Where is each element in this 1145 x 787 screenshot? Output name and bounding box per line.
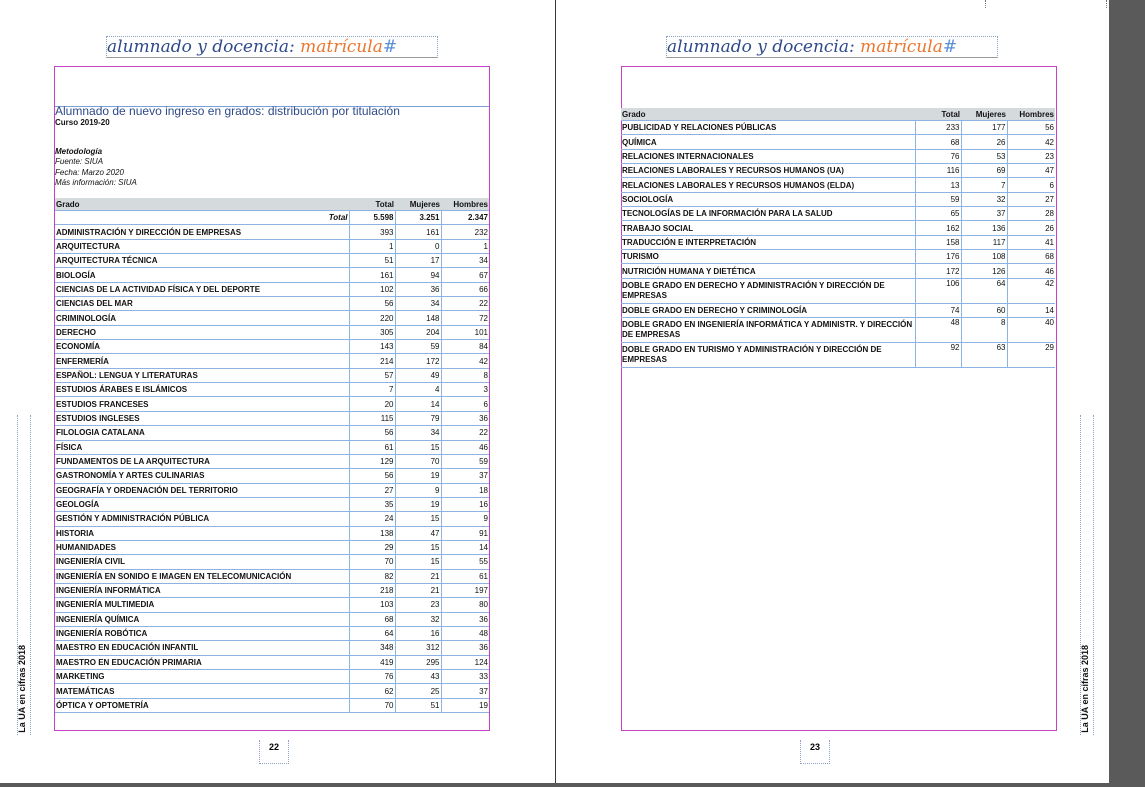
- mujeres-cell: 108: [961, 250, 1007, 264]
- grado-cell: GESTIÓN Y ADMINISTRACIÓN PÚBLICA: [55, 512, 349, 526]
- hombres-cell: 40: [1007, 318, 1055, 343]
- table-row: [55, 411, 489, 425]
- total-cell: 7: [349, 383, 395, 397]
- hombres-cell: 61: [441, 569, 489, 583]
- mujeres-cell: 172: [395, 354, 441, 368]
- total-cell: 56: [349, 297, 395, 311]
- mujeres-cell: 21: [395, 583, 441, 597]
- hombres-cell: 14: [1007, 303, 1055, 317]
- mujeres-cell: 34: [395, 426, 441, 440]
- grado-cell: FÍSICA: [55, 440, 349, 454]
- table-row: [55, 583, 489, 597]
- table-row: [55, 225, 489, 239]
- grado-cell: ESTUDIOS FRANCESES: [55, 397, 349, 411]
- header-prefix: alumnado y docencia:: [667, 37, 861, 57]
- total-cell: 393: [349, 225, 395, 239]
- hombres-cell: 6: [1007, 178, 1055, 192]
- mujeres-cell: 47: [395, 526, 441, 540]
- hombres-cell: 33: [441, 670, 489, 684]
- table-row: [55, 239, 489, 253]
- total-cell: 106: [915, 278, 961, 303]
- total-cell: 76: [915, 149, 961, 163]
- total-cell: 64: [349, 626, 395, 640]
- total-cell: 161: [349, 268, 395, 282]
- total-row: [55, 211, 489, 225]
- grado-cell: ESPAÑOL: LENGUA Y LITERATURAS: [55, 368, 349, 382]
- header-prefix: alumnado y docencia:: [107, 37, 301, 57]
- grado-cell: INGENIERÍA INFORMÁTICA: [55, 583, 349, 597]
- grado-cell: RELACIONES LABORALES Y RECURSOS HUMANOS (ELDA): [621, 178, 915, 192]
- left-page: [0, 0, 555, 783]
- total-all: 5.598: [349, 211, 395, 225]
- hombres-cell: 42: [441, 354, 489, 368]
- table-row: [55, 497, 489, 511]
- hombres-cell: 48: [441, 626, 489, 640]
- total-cell: 65: [915, 207, 961, 221]
- table-row: [621, 221, 1055, 235]
- grado-cell: DOBLE GRADO EN INGENIERÍA INFORMÁTICA Y ADMINISTR. Y DIRECCIÓN DE EMPRESAS: [621, 318, 915, 343]
- grado-cell: ARQUITECTURA TÉCNICA: [55, 254, 349, 268]
- hombres-cell: 37: [441, 684, 489, 698]
- table-row: [55, 540, 489, 554]
- total-cell: 162: [915, 221, 961, 235]
- mujeres-cell: 34: [395, 297, 441, 311]
- total-cell: 68: [915, 135, 961, 149]
- total-cell: 59: [915, 192, 961, 206]
- table-row: [55, 383, 489, 397]
- column-header-total: Total: [349, 198, 395, 211]
- table-row: [55, 354, 489, 368]
- grado-cell: TRABAJO SOCIAL: [621, 221, 915, 235]
- grado-cell: ENFERMERÍA: [55, 354, 349, 368]
- hombres-cell: 36: [441, 612, 489, 626]
- total-cell: 56: [349, 469, 395, 483]
- total-cell: 62: [349, 684, 395, 698]
- grado-cell: DOBLE GRADO EN TURISMO Y ADMINISTRACIÓN Y DIRECCIÓN DE EMPRESAS: [621, 343, 915, 368]
- grado-cell: CIENCIAS DE LA ACTIVIDAD FÍSICA Y DEL DEPORTE: [55, 282, 349, 296]
- page-number: 23: [800, 740, 830, 764]
- mujeres-cell: 26: [961, 135, 1007, 149]
- hombres-cell: 23: [1007, 149, 1055, 163]
- mujeres-cell: 148: [395, 311, 441, 325]
- mujeres-cell: 63: [961, 343, 1007, 368]
- total-label: Total: [55, 211, 349, 225]
- hombres-cell: 72: [441, 311, 489, 325]
- table-row: [55, 397, 489, 411]
- mujeres-cell: 94: [395, 268, 441, 282]
- total-cell: 29: [349, 540, 395, 554]
- hombres-cell: 42: [1007, 135, 1055, 149]
- hombres-cell: 8: [441, 368, 489, 382]
- table-row: [55, 483, 489, 497]
- mujeres-cell: 4: [395, 383, 441, 397]
- table-row: [55, 598, 489, 612]
- table-row: [55, 512, 489, 526]
- table-row: [55, 626, 489, 640]
- grado-cell: DERECHO: [55, 325, 349, 339]
- table-row: [621, 121, 1055, 135]
- hombres-cell: 19: [441, 698, 489, 712]
- total-cell: 214: [349, 354, 395, 368]
- column-header-hombres: Hombres: [1007, 108, 1055, 121]
- mujeres-cell: 14: [395, 397, 441, 411]
- table-row: [55, 311, 489, 325]
- total-cell: 348: [349, 641, 395, 655]
- hombres-cell: 66: [441, 282, 489, 296]
- table-row: [55, 555, 489, 569]
- course-label: Curso 2019-20: [55, 118, 110, 127]
- table-row: [55, 698, 489, 712]
- total-cell: 13: [915, 178, 961, 192]
- page-header: [106, 36, 438, 58]
- table-row: [621, 235, 1055, 249]
- column-header-mujeres: Mujeres: [961, 108, 1007, 121]
- table-row: [55, 282, 489, 296]
- total-cell: 233: [915, 121, 961, 135]
- more-info-label: Más información: SIUA: [55, 178, 137, 187]
- mujeres-cell: 21: [395, 569, 441, 583]
- table-row: [621, 178, 1055, 192]
- mujeres-cell: 136: [961, 221, 1007, 235]
- total-cell: 35: [349, 497, 395, 511]
- mujeres-cell: 43: [395, 670, 441, 684]
- total-cell: 27: [349, 483, 395, 497]
- grado-cell: INGENIERÍA MULTIMEDIA: [55, 598, 349, 612]
- column-header-grado: Grado: [55, 198, 349, 211]
- total-cell: 70: [349, 698, 395, 712]
- mujeres-cell: 16: [395, 626, 441, 640]
- hombres-cell: 124: [441, 655, 489, 669]
- hombres-cell: 26: [1007, 221, 1055, 235]
- source-label: Fuente: SIUA: [55, 157, 104, 166]
- right-page: [556, 0, 1109, 783]
- total-cell: 57: [349, 368, 395, 382]
- page-number: 22: [259, 740, 289, 764]
- total-cell: 143: [349, 340, 395, 354]
- grado-cell: MAESTRO EN EDUCACIÓN INFANTIL: [55, 641, 349, 655]
- table-header-row: [621, 108, 1055, 121]
- mujeres-cell: 32: [395, 612, 441, 626]
- hombres-cell: 14: [441, 540, 489, 554]
- hombres-cell: 27: [1007, 192, 1055, 206]
- hombres-cell: 22: [441, 426, 489, 440]
- grado-cell: ECONOMÍA: [55, 340, 349, 354]
- mujeres-cell: 0: [395, 239, 441, 253]
- side-label: La UA en cifras 2018: [17, 645, 27, 733]
- mujeres-cell: 295: [395, 655, 441, 669]
- mujeres-cell: 15: [395, 540, 441, 554]
- table-row: [621, 149, 1055, 163]
- hombres-cell: 1: [441, 239, 489, 253]
- table-row: [55, 297, 489, 311]
- grado-cell: GASTRONOMÍA Y ARTES CULINARIAS: [55, 469, 349, 483]
- grado-cell: HISTORIA: [55, 526, 349, 540]
- mujeres-cell: 161: [395, 225, 441, 239]
- grado-cell: QUÍMICA: [621, 135, 915, 149]
- grado-cell: ARQUITECTURA: [55, 239, 349, 253]
- hombres-cell: 9: [441, 512, 489, 526]
- table-row: [621, 207, 1055, 221]
- hombres-cell: 232: [441, 225, 489, 239]
- mujeres-cell: 23: [395, 598, 441, 612]
- total-cell: 68: [349, 612, 395, 626]
- total-cell: 218: [349, 583, 395, 597]
- mujeres-cell: 60: [961, 303, 1007, 317]
- table-row: [55, 426, 489, 440]
- header-mark: #: [382, 37, 398, 57]
- mujeres-cell: 15: [395, 555, 441, 569]
- total-cell: 1: [349, 239, 395, 253]
- hombres-cell: 34: [441, 254, 489, 268]
- total-cell: 70: [349, 555, 395, 569]
- hombres-cell: 101: [441, 325, 489, 339]
- hombres-cell: 41: [1007, 235, 1055, 249]
- table-row: [55, 569, 489, 583]
- hombres-cell: 22: [441, 297, 489, 311]
- grado-cell: ADMINISTRACIÓN Y DIRECCIÓN DE EMPRESAS: [55, 225, 349, 239]
- table-row: [55, 368, 489, 382]
- grado-cell: PUBLICIDAD Y RELACIONES PÚBLICAS: [621, 121, 915, 135]
- total-cell: 82: [349, 569, 395, 583]
- hombres-cell: 55: [441, 555, 489, 569]
- grado-cell: DOBLE GRADO EN DERECHO Y ADMINISTRACIÓN Y DIRECCIÓN DE EMPRESAS: [621, 278, 915, 303]
- total-cell: 51: [349, 254, 395, 268]
- mujeres-cell: 9: [395, 483, 441, 497]
- mujeres-cell: 51: [395, 698, 441, 712]
- hombres-cell: 197: [441, 583, 489, 597]
- table-row: [55, 670, 489, 684]
- hombres-cell: 36: [441, 641, 489, 655]
- table-row: [55, 655, 489, 669]
- mujeres-cell: 69: [961, 164, 1007, 178]
- column-header-hombres: Hombres: [441, 198, 489, 211]
- table-row: [55, 440, 489, 454]
- mujeres-cell: 126: [961, 264, 1007, 278]
- grado-cell: CIENCIAS DEL MAR: [55, 297, 349, 311]
- mujeres-cell: 204: [395, 325, 441, 339]
- grado-cell: BIOLOGÍA: [55, 268, 349, 282]
- column-header-total: Total: [915, 108, 961, 121]
- total-cell: 176: [915, 250, 961, 264]
- total-cell: 92: [915, 343, 961, 368]
- degrees-table-left: [55, 198, 489, 713]
- grado-cell: INGENIERÍA QUÍMICA: [55, 612, 349, 626]
- date-label: Fecha: Marzo 2020: [55, 167, 124, 177]
- page-header: [666, 36, 998, 58]
- hombres-cell: 56: [1007, 121, 1055, 135]
- total-cell: 24: [349, 512, 395, 526]
- table-header-row: [55, 198, 489, 211]
- total-cell: 103: [349, 598, 395, 612]
- grado-cell: GEOLOGÍA: [55, 497, 349, 511]
- mujeres-cell: 53: [961, 149, 1007, 163]
- mujeres-cell: 7: [961, 178, 1007, 192]
- total-mujeres: 3.251: [395, 211, 441, 225]
- mujeres-cell: 312: [395, 641, 441, 655]
- total-cell: 115: [349, 411, 395, 425]
- mujeres-cell: 49: [395, 368, 441, 382]
- hombres-cell: 46: [1007, 264, 1055, 278]
- table-row: [55, 268, 489, 282]
- hombres-cell: 47: [1007, 164, 1055, 178]
- grado-cell: RELACIONES LABORALES Y RECURSOS HUMANOS (UA): [621, 164, 915, 178]
- hombres-cell: 91: [441, 526, 489, 540]
- total-cell: 172: [915, 264, 961, 278]
- mujeres-cell: 19: [395, 497, 441, 511]
- hombres-cell: 37: [441, 469, 489, 483]
- grado-cell: INGENIERÍA ROBÓTICA: [55, 626, 349, 640]
- side-label: La UA en cifras 2018: [1080, 645, 1090, 733]
- grado-cell: INGENIERÍA EN SONIDO E IMAGEN EN TELECOMUNICACIÓN: [55, 569, 349, 583]
- total-cell: 56: [349, 426, 395, 440]
- hombres-cell: 16: [441, 497, 489, 511]
- grado-cell: ESTUDIOS ÁRABES E ISLÁMICOS: [55, 383, 349, 397]
- grado-cell: RELACIONES INTERNACIONALES: [621, 149, 915, 163]
- grado-cell: FILOLOGIA CATALANA: [55, 426, 349, 440]
- header-accent: matrícula: [860, 37, 943, 57]
- grado-cell: TRADUCCIÓN E INTERPRETACIÓN: [621, 235, 915, 249]
- hombres-cell: 42: [1007, 278, 1055, 303]
- hombres-cell: 6: [441, 397, 489, 411]
- mujeres-cell: 64: [961, 278, 1007, 303]
- hombres-cell: 29: [1007, 343, 1055, 368]
- grado-cell: MARKETING: [55, 670, 349, 684]
- mujeres-cell: 17: [395, 254, 441, 268]
- hombres-cell: 68: [1007, 250, 1055, 264]
- table-title: Alumnado de nuevo ingreso en grados: distribución por titulación: [55, 104, 400, 118]
- table-intro: [55, 104, 489, 189]
- mujeres-cell: 177: [961, 121, 1007, 135]
- grado-cell: NUTRICIÓN HUMANA Y DIETÉTICA: [621, 264, 915, 278]
- hombres-cell: 28: [1007, 207, 1055, 221]
- total-cell: 48: [915, 318, 961, 343]
- total-cell: 20: [349, 397, 395, 411]
- total-hombres: 2.347: [441, 211, 489, 225]
- grado-cell: CRIMINOLOGÍA: [55, 311, 349, 325]
- table-row: [621, 250, 1055, 264]
- table-row: [621, 192, 1055, 206]
- grado-cell: ÓPTICA Y OPTOMETRÍA: [55, 698, 349, 712]
- table-row: [621, 164, 1055, 178]
- total-cell: 305: [349, 325, 395, 339]
- table-row: [55, 684, 489, 698]
- grado-cell: DOBLE GRADO EN DERECHO Y CRIMINOLOGÍA: [621, 303, 915, 317]
- mujeres-cell: 8: [961, 318, 1007, 343]
- mujeres-cell: 59: [395, 340, 441, 354]
- total-cell: 116: [915, 164, 961, 178]
- grado-cell: TECNOLOGÍAS DE LA INFORMACIÓN PARA LA SALUD: [621, 207, 915, 221]
- table-row: [55, 526, 489, 540]
- total-cell: 138: [349, 526, 395, 540]
- table-row: [55, 641, 489, 655]
- hombres-cell: 3: [441, 383, 489, 397]
- total-cell: 419: [349, 655, 395, 669]
- table-row: [55, 325, 489, 339]
- header-mark: #: [942, 37, 958, 57]
- grado-cell: SOCIOLOGÍA: [621, 192, 915, 206]
- table-row: [621, 278, 1055, 303]
- mujeres-cell: 70: [395, 454, 441, 468]
- hombres-cell: 18: [441, 483, 489, 497]
- total-cell: 158: [915, 235, 961, 249]
- mujeres-cell: 19: [395, 469, 441, 483]
- table-row: [621, 343, 1055, 368]
- mujeres-cell: 117: [961, 235, 1007, 249]
- hombres-cell: 80: [441, 598, 489, 612]
- table-row: [55, 340, 489, 354]
- grado-cell: ESTUDIOS INGLESES: [55, 411, 349, 425]
- total-cell: 220: [349, 311, 395, 325]
- total-cell: 76: [349, 670, 395, 684]
- mujeres-cell: 37: [961, 207, 1007, 221]
- grado-cell: MATEMÁTICAS: [55, 684, 349, 698]
- header-accent: matrícula: [300, 37, 383, 57]
- table-row: [55, 612, 489, 626]
- hombres-cell: 84: [441, 340, 489, 354]
- total-cell: 61: [349, 440, 395, 454]
- hombres-cell: 36: [441, 411, 489, 425]
- hombres-cell: 46: [441, 440, 489, 454]
- grado-cell: TURISMO: [621, 250, 915, 264]
- table-row: [55, 254, 489, 268]
- total-cell: 129: [349, 454, 395, 468]
- table-row: [621, 135, 1055, 149]
- table-row: [55, 454, 489, 468]
- table-row: [55, 469, 489, 483]
- column-header-grado: Grado: [621, 108, 915, 121]
- table-row: [621, 318, 1055, 343]
- degrees-table-right: [621, 108, 1055, 368]
- mujeres-cell: 15: [395, 512, 441, 526]
- hombres-cell: 59: [441, 454, 489, 468]
- table-row: [621, 264, 1055, 278]
- pasteboard: [1109, 0, 1145, 787]
- grado-cell: GEOGRAFÍA Y ORDENACIÓN DEL TERRITORIO: [55, 483, 349, 497]
- grado-cell: INGENIERÍA CIVIL: [55, 555, 349, 569]
- total-cell: 102: [349, 282, 395, 296]
- total-cell: 74: [915, 303, 961, 317]
- mujeres-cell: 32: [961, 192, 1007, 206]
- mujeres-cell: 15: [395, 440, 441, 454]
- grado-cell: HUMANIDADES: [55, 540, 349, 554]
- methodology-label: Metodología: [55, 146, 103, 156]
- mujeres-cell: 79: [395, 411, 441, 425]
- grado-cell: FUNDAMENTOS DE LA ARQUITECTURA: [55, 454, 349, 468]
- hombres-cell: 67: [441, 268, 489, 282]
- mujeres-cell: 25: [395, 684, 441, 698]
- mujeres-cell: 36: [395, 282, 441, 296]
- table-row: [621, 303, 1055, 317]
- column-header-mujeres: Mujeres: [395, 198, 441, 211]
- grado-cell: MAESTRO EN EDUCACIÓN PRIMARIA: [55, 655, 349, 669]
